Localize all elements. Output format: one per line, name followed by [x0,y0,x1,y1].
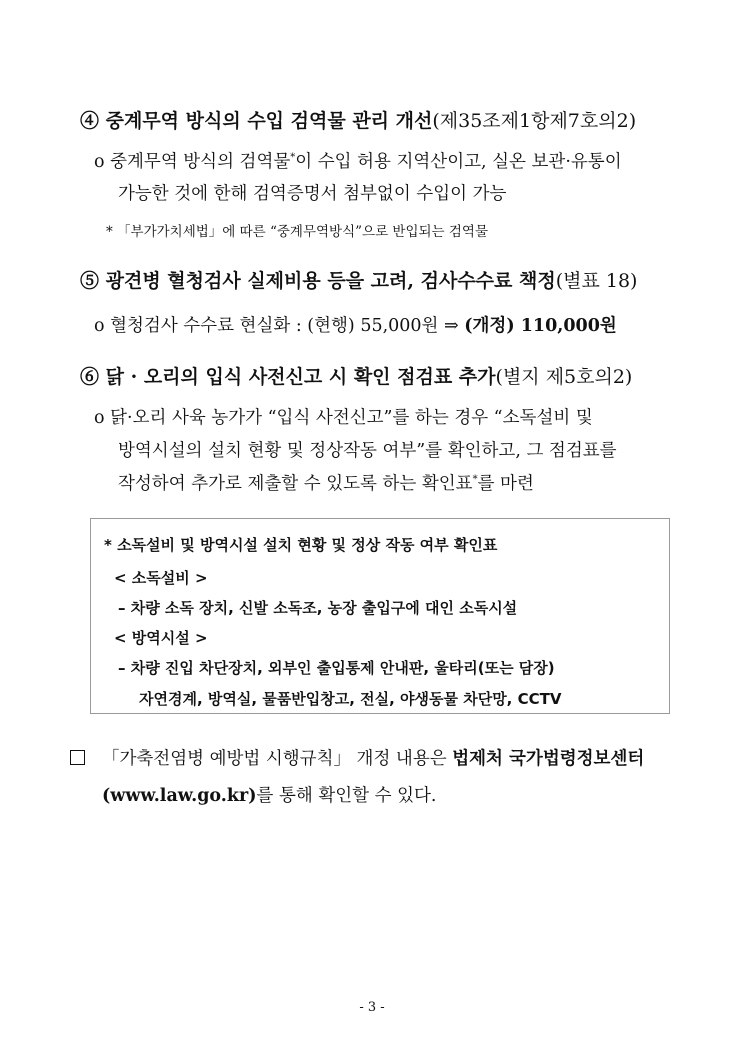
checklist-section-disinfection: < 소독설비 > [114,569,208,587]
item6-heading [80,362,632,389]
checklist-title: * 소독설비 및 방역시설 설치 현황 및 정상 작동 여부 확인표 [104,536,498,554]
checklist-disinfection-items: – 차량 소독 장치, 신발 소독조, 농장 출입구에 대인 소독시설 [118,599,518,617]
item6-ref: (별지 제5호의2) [495,366,633,388]
closing-line2 [102,782,436,807]
closing-url: (www.law.go.kr) [102,786,257,806]
item4-bullet-line2: 가능한 것에 한해 검역증명서 첨부없이 수입이 가능 [118,184,507,204]
checklist-quarantine-items-line2: 자연경계, 방역실, 물품반입창고, 전실, 야생동물 차단망, CCTV [139,690,562,708]
item6-footnote-mark: * [472,474,478,486]
checklist-quarantine-items-line1: – 차량 진입 차단장치, 외부인 출입통제 안내판, 울타리(또는 담장) [118,659,555,677]
item6-bullet-text-a: 작성하여 추가로 제출할 수 있도록 하는 확인표 [118,474,473,494]
item4-bullet-text-a: o 중계무역 방식의 검역물 [94,152,291,172]
item6-bullet-text-b: 를 마련 [477,474,534,494]
checklist-section-quarantine: < 방역시설 > [114,629,208,647]
item5-ref: (별표 18) [555,270,638,292]
item4-footnote-mark: * [290,152,296,164]
closing-text-a: 「가축전염병 예방법 시행규칙」 개정 내용은 [102,749,453,769]
item5-bullet-text: o 혈청검사 수수료 현실화 : (현행) 55,000원 ⇒ [94,316,465,336]
item5-heading [80,266,637,293]
item4-ref: (제35조제1항제7호의2) [432,110,637,132]
page-number: - 3 - [359,1000,385,1015]
closing-law-center: 법제처 국가법령정보센터 [452,749,645,769]
item5-new-fee: (개정) 110,000원 [464,316,617,336]
item4-footnote: * 「부가가치세법」에 따른 “중계무역방식”으로 반입되는 검역물 [106,224,488,240]
closing-text-b: 를 통해 확인할 수 있다. [256,786,437,806]
item4-bullet-line1 [94,148,622,173]
closing-line1 [102,745,644,770]
item5-bullet [94,312,617,337]
item6-bullet-line2: 방역시설의 설치 현황 및 정상작동 여부”를 확인하고, 그 점검표를 [118,441,617,461]
item6-bullet-line3 [118,470,534,495]
item5-title: ⑤ 광견병 혈청검사 실제비용 등을 고려, 검사수수료 책정 [80,270,556,292]
item6-bullet-line1: o 닭·오리 사육 농가가 “입식 사전신고”를 하는 경우 “소독설비 및 [94,408,593,428]
item4-heading [80,106,636,133]
item4-bullet-text-b: 이 수입 허용 지역산이고, 실온 보관·유통이 [295,152,622,172]
item6-title: ⑥ 닭 · 오리의 입식 사전신고 시 확인 점검표 추가 [80,366,496,388]
checkbox-square-icon [70,750,85,765]
item4-title: ④ 중계무역 방식의 수입 검역물 관리 개선 [80,110,433,132]
